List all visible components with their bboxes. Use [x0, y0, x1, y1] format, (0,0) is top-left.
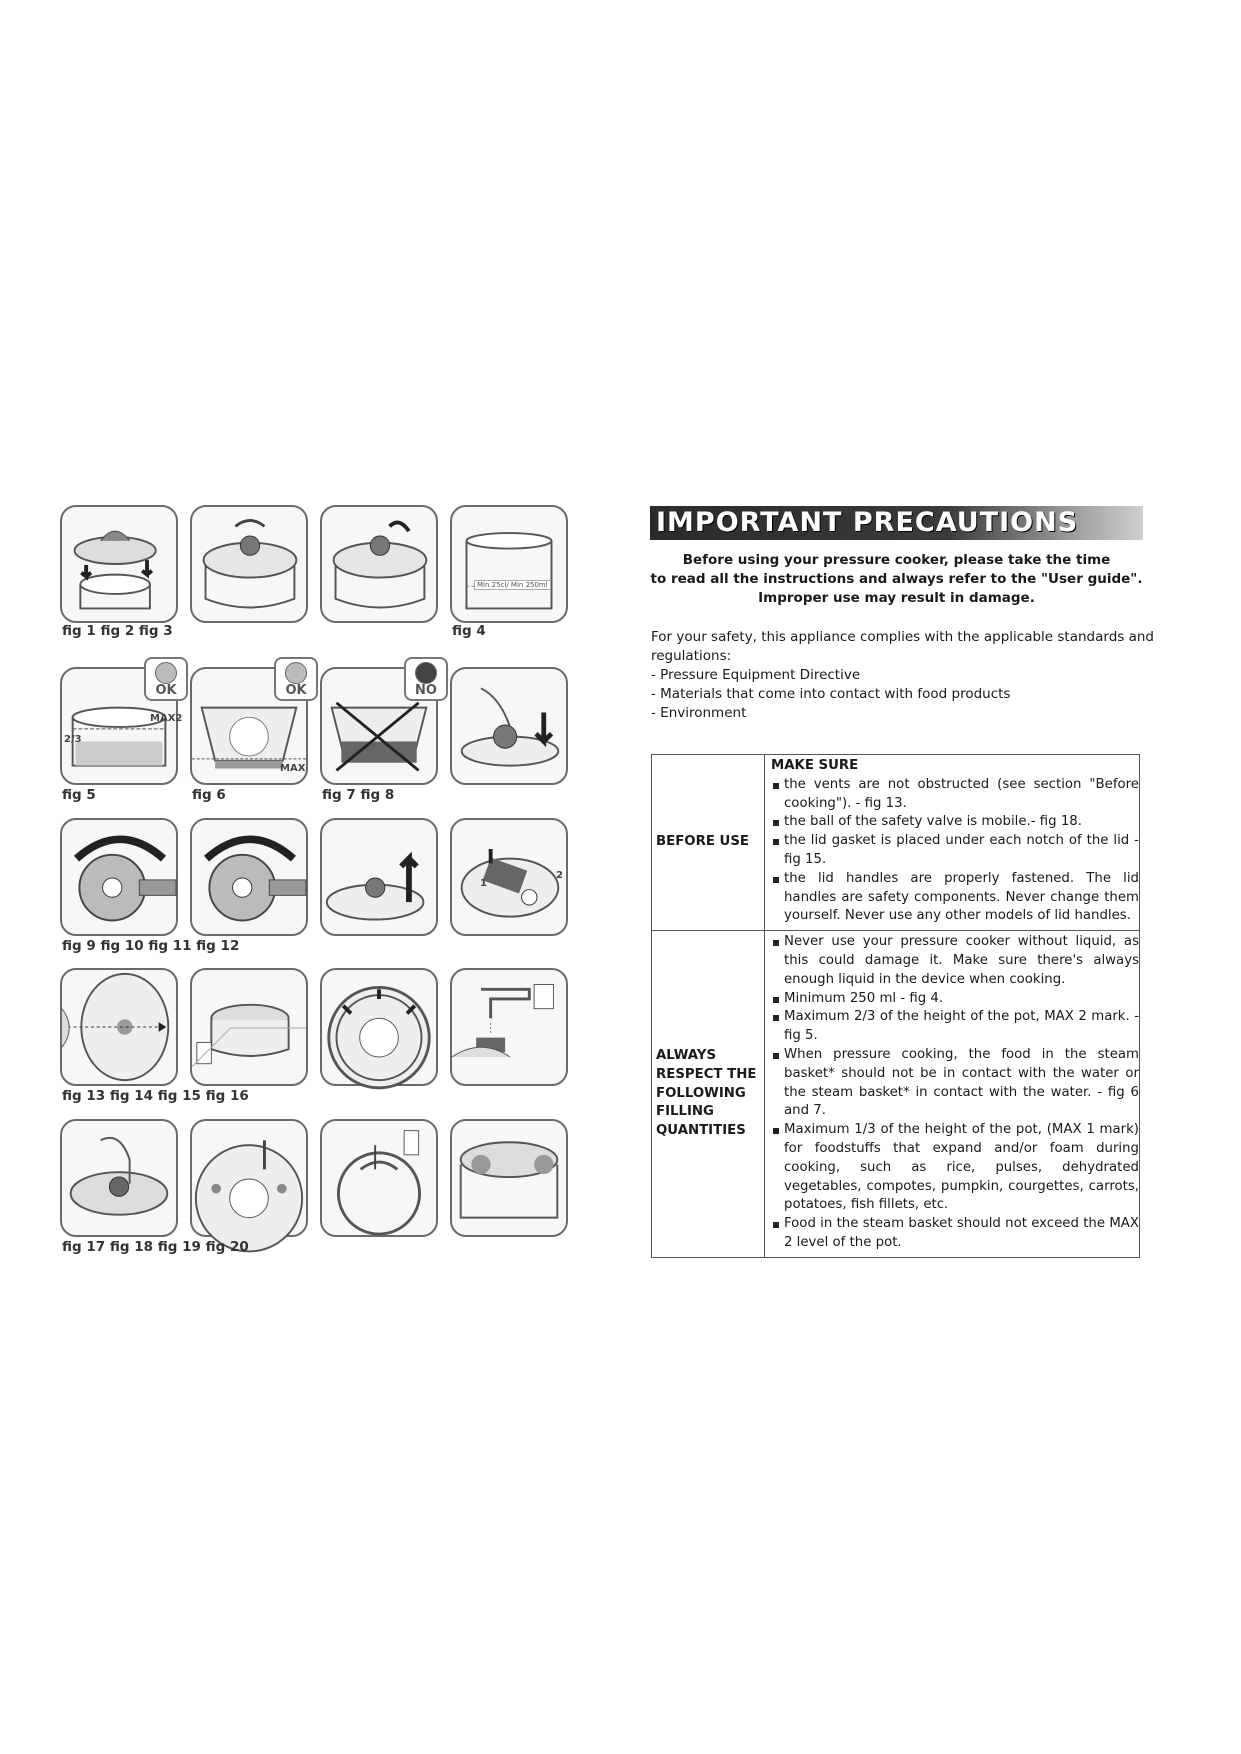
header-line: RESPECT THE: [656, 1066, 757, 1082]
figure-11-illustration: [320, 818, 438, 936]
figure-14-illustration: [190, 968, 308, 1086]
figure-2-illustration: [190, 505, 308, 623]
precautions-table: [651, 754, 1140, 1258]
figure-3-illustration: [320, 505, 438, 623]
caption-fig-6: fig 6: [192, 787, 226, 803]
table-row: [652, 755, 1140, 931]
ok-badge-fig5: OK: [144, 657, 188, 701]
step-1-label: 1: [480, 878, 487, 889]
before-use-header: BEFORE USE: [652, 755, 765, 931]
section-banner: [650, 506, 1143, 540]
filling-quantities-content: [765, 931, 1140, 1258]
figure-9-illustration: [60, 818, 178, 936]
intro-line-1: Before using your pressure cooker, please take the time: [682, 552, 1111, 568]
intro-line-2: to read all the instructions and always refer to the "User guide".: [650, 571, 1143, 587]
caption-fig-7-8: fig 7 fig 8: [322, 787, 395, 803]
list-item: Food in the steam basket should not exceed the MAX 2 level of the pot.: [771, 1215, 1139, 1253]
caption-fig-1-2-3: fig 1 fig 2 fig 3: [62, 623, 173, 639]
safety-compliance: [651, 628, 1154, 723]
intro-warning: [650, 551, 1143, 608]
safety-line: - Environment: [651, 705, 747, 721]
intro-line-3: Improper use may result in damage.: [758, 590, 1035, 606]
figure-18-illustration: [190, 1119, 308, 1237]
ok-badge-fig6: OK: [274, 657, 318, 701]
figure-grid: [60, 505, 580, 1265]
figure-4-illustration: [450, 505, 568, 623]
max2-label: MAX2: [150, 713, 183, 724]
two-thirds-label: 2/3: [64, 734, 82, 745]
list-item: the vents are not obstructed (see section "Before cooking"). - fig 13.: [771, 776, 1139, 814]
safety-line: regulations:: [651, 648, 732, 664]
list-item: Maximum 2/3 of the height of the pot, MAX 2 mark. - fig 5.: [771, 1008, 1139, 1046]
no-badge-fig7: NO: [404, 657, 448, 701]
caption-fig-5: fig 5: [62, 787, 96, 803]
filling-quantities-header: [652, 931, 765, 1258]
figure-16-illustration: [450, 968, 568, 1086]
caption-fig-4: fig 4: [452, 623, 486, 639]
list-item: Maximum 1/3 of the height of the pot, (MAX 1 mark) for foodstuffs that expand and/or foam during cooking, such as rice, pulses, dehydrated vegetables, compotes, pumpkin, courgettes, carrots, potatoes, fish fillets, etc.: [771, 1121, 1139, 1215]
figure-13-illustration: [60, 968, 178, 1086]
max-label: MAX: [280, 763, 306, 774]
section-heading: IMPORTANT PRECAUTIONS: [656, 507, 1079, 538]
figure-15-illustration: [320, 968, 438, 1086]
header-line: FILLING: [656, 1104, 714, 1120]
min-quantity-label: Min 25cl/ Min 250ml: [474, 580, 551, 590]
list-item: the lid handles are properly fastened. The lid handles are safety components. Never change them yourself. Never use any other models of lid handles.: [771, 870, 1139, 926]
step-2-label: 2: [556, 870, 563, 881]
header-line: QUANTITIES: [656, 1123, 746, 1139]
make-sure-title: MAKE SURE: [771, 758, 859, 773]
header-line: ALWAYS: [656, 1047, 717, 1063]
list-item: Minimum 250 ml - fig 4.: [771, 990, 1139, 1009]
list-item: the lid gasket is placed under each notch of the lid - fig 15.: [771, 832, 1139, 870]
list-item: the ball of the safety valve is mobile.- fig 18.: [771, 813, 1139, 832]
list-item: Never use your pressure cooker without liquid, as this could damage it. Make sure there's always enough liquid in the device when cooking.: [771, 933, 1139, 989]
header-line: FOLLOWING: [656, 1085, 746, 1101]
safety-line: For your safety, this appliance complies with the applicable standards and: [651, 629, 1154, 645]
figure-12-illustration: [450, 818, 568, 936]
figure-19-illustration: [320, 1119, 438, 1237]
caption-fig-9-12: fig 9 fig 10 fig 11 fig 12: [62, 938, 240, 954]
figure-1-illustration: [60, 505, 178, 623]
figure-8-illustration: [450, 667, 568, 785]
safety-line: - Materials that come into contact with food products: [651, 686, 1011, 702]
figure-17-illustration: [60, 1119, 178, 1237]
figure-20-illustration: [450, 1119, 568, 1237]
before-use-content: [765, 755, 1140, 931]
caption-fig-13-16: fig 13 fig 14 fig 15 fig 16: [62, 1088, 249, 1104]
caption-fig-17-20: fig 17 fig 18 fig 19 fig 20: [62, 1239, 249, 1255]
figure-10-illustration: [190, 818, 308, 936]
safety-line: - Pressure Equipment Directive: [651, 667, 861, 683]
table-row: [652, 931, 1140, 1258]
list-item: When pressure cooking, the food in the steam basket* should not be in contact with the water or the steam basket* in contact with the water. - fig 6 and 7.: [771, 1046, 1139, 1121]
